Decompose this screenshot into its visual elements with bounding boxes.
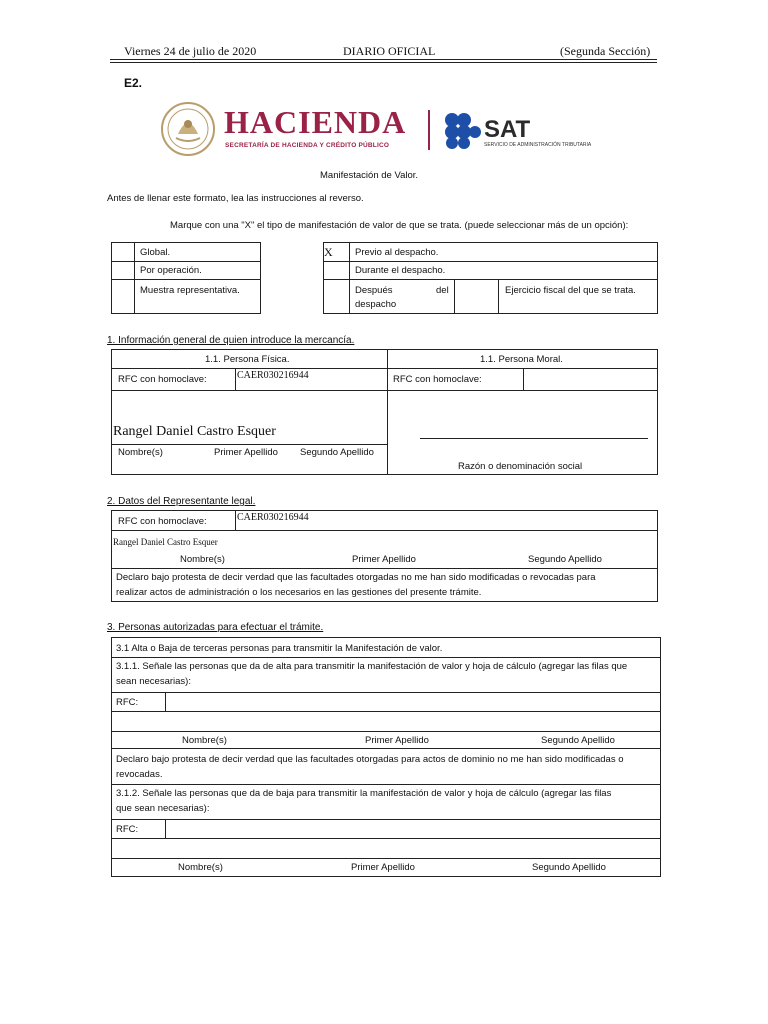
option-previo: Previo al despacho. bbox=[355, 247, 439, 258]
primer-apellido-label-rep: Primer Apellido bbox=[352, 554, 416, 565]
baja-line-1: 3.1.2. Señale las personas que da de baja para transmitir la manifestación de valor y hoja de cálculo (agregar las filas bbox=[116, 788, 612, 799]
name-value-fisica[interactable]: Rangel Daniel Castro Esquer bbox=[113, 424, 276, 439]
razon-line[interactable] bbox=[420, 438, 648, 439]
header-rule bbox=[110, 59, 657, 60]
form-title: Manifestación de Valor. bbox=[320, 170, 419, 181]
primer-apellido-label: Primer Apellido bbox=[214, 447, 278, 458]
declaration-line-1: Declaro bajo protesta de decir verdad que las facultades otorgadas no me han sido modificadas o revocadas para bbox=[116, 572, 596, 583]
rfc-label-alta: RFC: bbox=[116, 697, 139, 708]
segundo-apellido-label-rep: Segundo Apellido bbox=[528, 554, 602, 565]
option-por-operacion: Por operación. bbox=[140, 265, 202, 276]
declaration-line-2: realizar actos de administración o los necesarios en las gestiones del presente trámite. bbox=[116, 587, 482, 598]
name-value-rep[interactable]: Rangel Daniel Castro Esquer bbox=[113, 537, 218, 547]
option-despues-2: del bbox=[436, 285, 449, 296]
section3-table bbox=[111, 637, 661, 877]
type-table-left bbox=[111, 242, 261, 314]
nombres-label-rep: Nombre(s) bbox=[180, 554, 225, 565]
name-input-alta[interactable] bbox=[112, 711, 660, 731]
baja-line-2: que sean necesarias): bbox=[116, 803, 210, 814]
option-durante: Durante el despacho. bbox=[355, 265, 446, 276]
form-code: E2. bbox=[124, 76, 143, 90]
section3-heading: 3. Personas autorizadas para efectuar el trámite. bbox=[107, 622, 324, 633]
rfc-label-fisica: RFC con homoclave: bbox=[118, 374, 207, 385]
checkbox-ejercicio[interactable] bbox=[455, 279, 498, 313]
type-table-right bbox=[323, 242, 658, 314]
option-global: Global. bbox=[140, 247, 171, 258]
alta-line-2: sean necesarias): bbox=[116, 676, 191, 687]
rfc-input-baja[interactable] bbox=[166, 819, 660, 838]
rfc-label-baja: RFC: bbox=[116, 824, 139, 835]
header-rule-2 bbox=[110, 62, 657, 63]
checkbox-global[interactable] bbox=[112, 243, 134, 261]
rfc-input-moral[interactable] bbox=[524, 368, 657, 390]
alta-baja-text: 3.1 Alta o Baja de terceras personas para transmitir la Manifestación de valor. bbox=[116, 643, 443, 654]
sat-logo-subtitle: SERVICIO DE ADMINISTRACIÓN TRIBUTARIA bbox=[484, 142, 592, 148]
mexico-seal-icon bbox=[160, 98, 216, 160]
segundo-apellido-label-alta: Segundo Apellido bbox=[541, 735, 615, 746]
rfc-value-rep[interactable]: CAER030216944 bbox=[237, 512, 309, 523]
option-muestra: Muestra representativa. bbox=[140, 285, 240, 296]
fisica-label: 1.1. Persona Física. bbox=[205, 354, 290, 365]
option-despues-3: despacho bbox=[355, 299, 397, 310]
rfc-label-moral: RFC con homoclave: bbox=[393, 374, 482, 385]
section2-heading: 2. Datos del Representante legal. bbox=[107, 496, 256, 507]
razon-label: Razón o denominación social bbox=[458, 461, 583, 472]
section2-table bbox=[111, 510, 658, 602]
option-fiscal: Ejercicio fiscal del que se trata. bbox=[505, 285, 636, 296]
name-input-baja[interactable] bbox=[112, 838, 660, 858]
dominio-line-2: revocadas. bbox=[116, 769, 163, 780]
checkbox-muestra[interactable] bbox=[112, 279, 134, 313]
header-publication: DIARIO OFICIAL bbox=[343, 44, 436, 58]
rfc-input-alta[interactable] bbox=[166, 692, 660, 711]
option-despues-1: Después bbox=[355, 285, 393, 296]
header-section: (Segunda Sección) bbox=[560, 44, 651, 58]
nombres-label: Nombre(s) bbox=[118, 447, 163, 458]
moral-label: 1.1. Persona Moral. bbox=[480, 354, 563, 365]
mark-x[interactable]: X bbox=[324, 245, 333, 259]
instructions-text: Antes de llenar este formato, lea las instrucciones al reverso. bbox=[107, 193, 364, 204]
dominio-line-1: Declaro bajo protesta de decir verdad que las facultades otorgadas para actos de dominio no me han sido modificadas o bbox=[116, 754, 624, 765]
mark-prompt: Marque con una "X" el tipo de manifestación de valor de que se trata. (puede seleccionar más de un opción): bbox=[170, 220, 629, 231]
logo-divider bbox=[428, 110, 430, 150]
segundo-apellido-label-baja: Segundo Apellido bbox=[532, 862, 606, 873]
rfc-label-rep: RFC con homoclave: bbox=[118, 516, 207, 527]
checkbox-durante[interactable] bbox=[324, 261, 349, 279]
primer-apellido-label-alta: Primer Apellido bbox=[365, 735, 429, 746]
checkbox-despues[interactable] bbox=[324, 279, 349, 313]
section1-heading: 1. Información general de quien introduce la mercancía. bbox=[107, 335, 355, 346]
hacienda-logo-text: HACIENDA bbox=[224, 104, 407, 140]
header-date: Viernes 24 de julio de 2020 bbox=[124, 44, 257, 58]
nombres-label-alta: Nombre(s) bbox=[182, 735, 227, 746]
rfc-value-fisica[interactable]: CAER030216944 bbox=[237, 370, 309, 381]
hacienda-logo-subtitle: SECRETARÍA DE HACIENDA Y CRÉDITO PÚBLICO bbox=[225, 142, 390, 149]
section1-table bbox=[111, 349, 658, 475]
nombres-label-baja: Nombre(s) bbox=[178, 862, 223, 873]
sat-logo-text: SAT bbox=[484, 116, 531, 143]
sat-dots-icon bbox=[444, 112, 482, 150]
checkbox-por-operacion[interactable] bbox=[112, 261, 134, 279]
alta-line-1: 3.1.1. Señale las personas que da de alta para transmitir la manifestación de valor y hoja de cálculo (agregar las filas que bbox=[116, 661, 628, 672]
segundo-apellido-label: Segundo Apellido bbox=[300, 447, 374, 458]
primer-apellido-label-baja: Primer Apellido bbox=[351, 862, 415, 873]
